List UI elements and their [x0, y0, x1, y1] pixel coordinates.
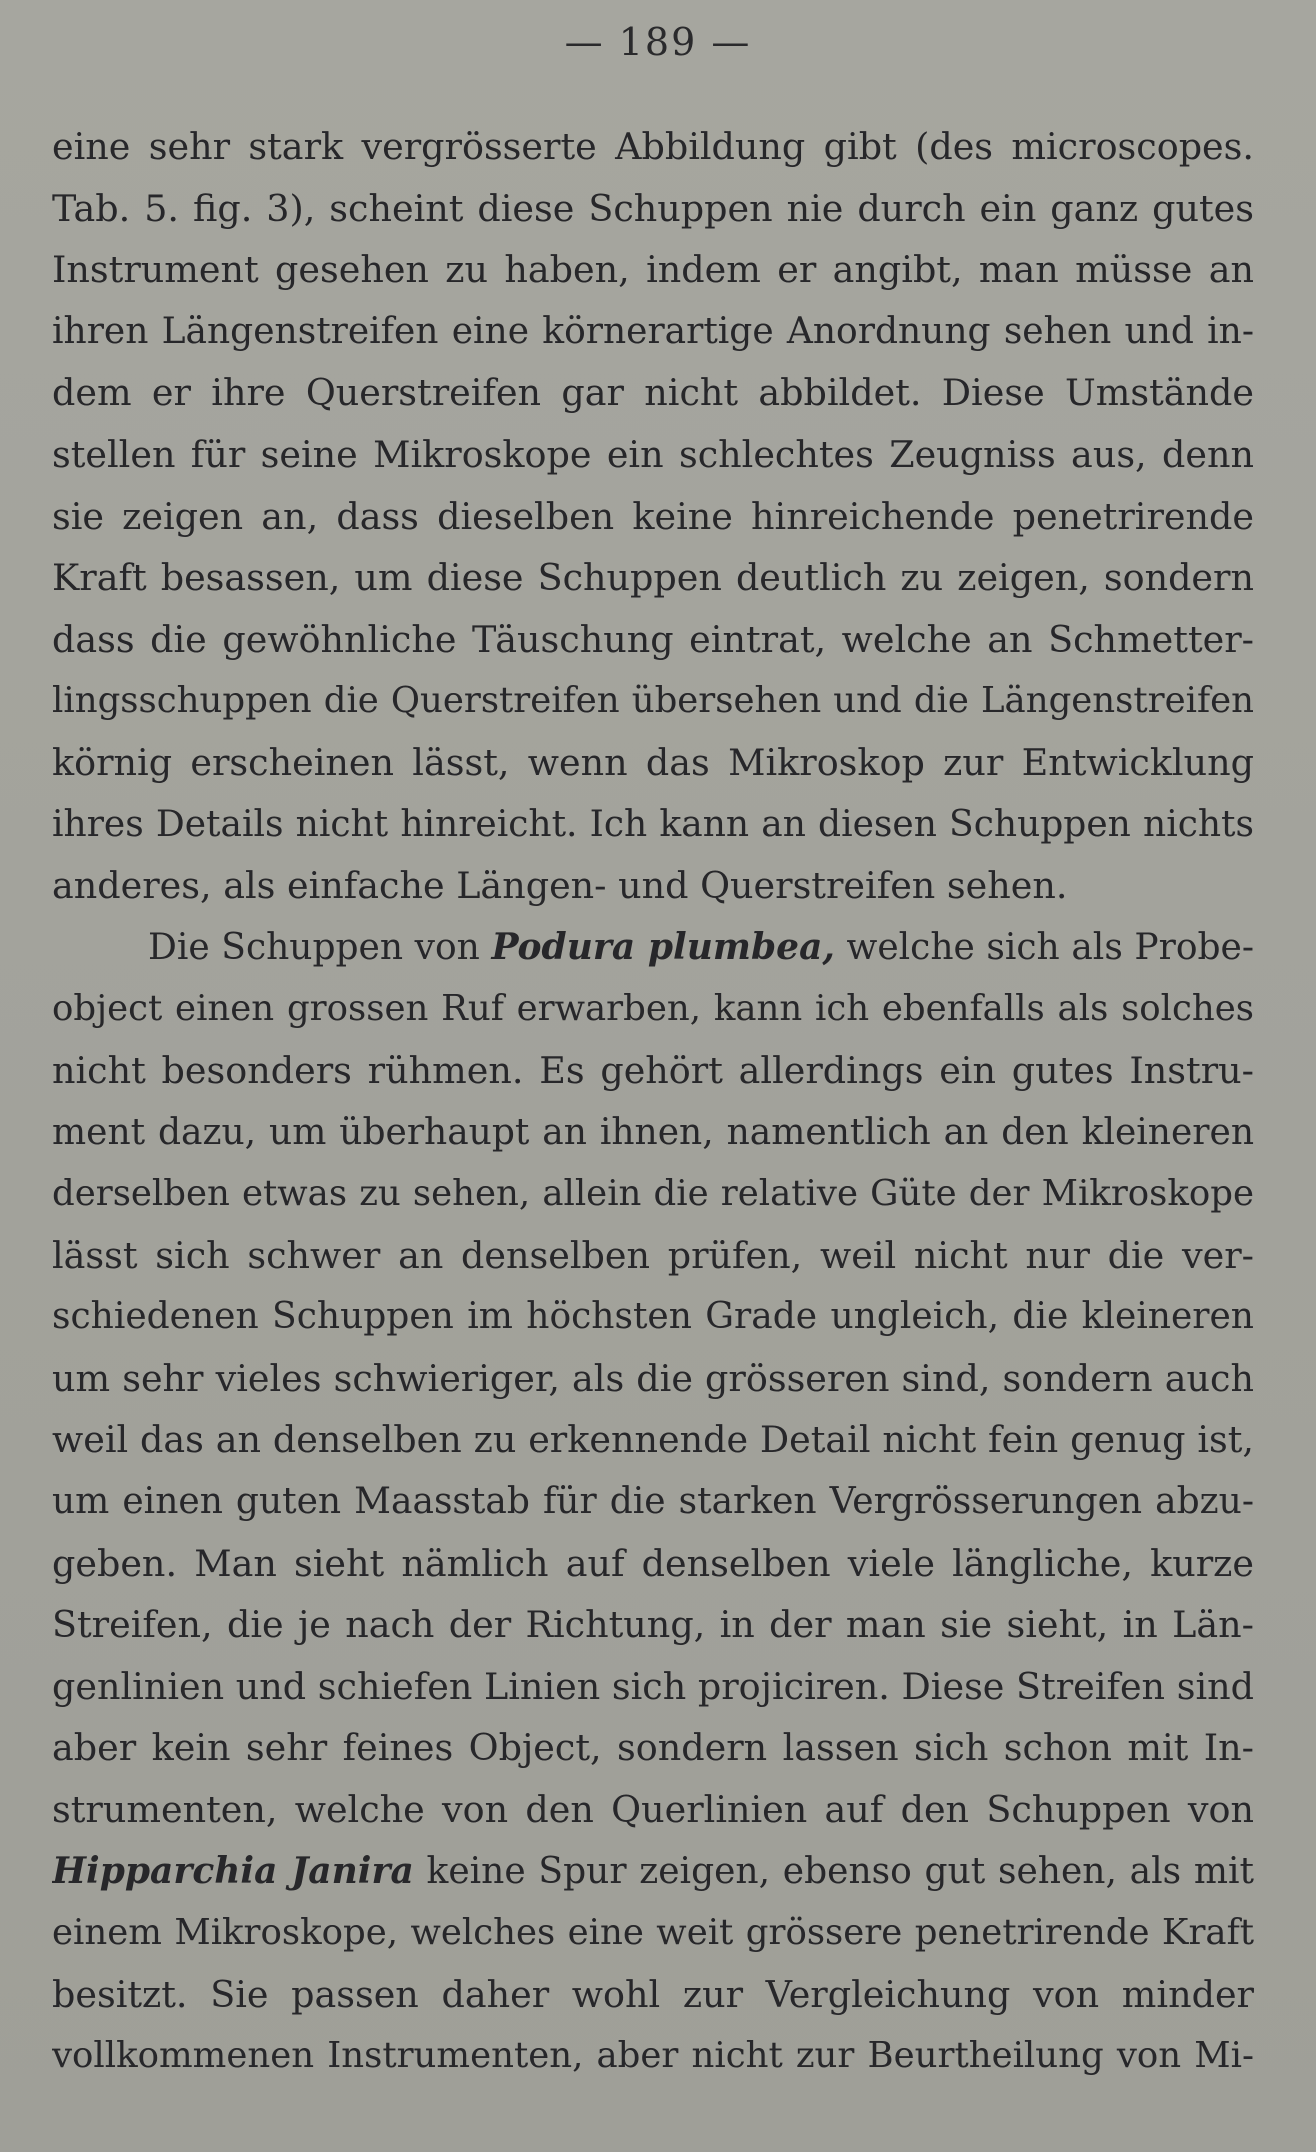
text-line: sie zeigen an, dass dieselben keine hinreichende penetrirende	[52, 494, 1254, 538]
text-line: Tab. 5. fig. 3), scheint diese Schuppen nie durch ein ganz gutes	[52, 186, 1254, 230]
text-run: welche sich als Probe-	[834, 926, 1254, 968]
text-line: besitzt. Sie passen daher wohl zur Vergleichung von minder	[52, 1972, 1254, 2016]
text-line: eine sehr stark vergrösserte Abbildung gibt (des microscopes.	[52, 125, 1254, 168]
italic-species-name: Hipparchia Janira	[52, 1849, 414, 1892]
text-run: keine Spur zeigen, ebenso gut sehen, als mit	[413, 1850, 1254, 1892]
text-line: derselben etwas zu sehen, allein die relative Güte der Mikroskope	[52, 1173, 1254, 1215]
text-line: einem Mikroskope, welches eine weit grössere penetrirende Kraft	[52, 1912, 1254, 1954]
text-line: Instrument gesehen zu haben, indem er angibt, man müsse an	[52, 248, 1254, 292]
text-run: Die Schuppen von	[148, 926, 492, 968]
text-line: stellen für seine Mikroskope ein schlechtes Zeugniss aus, denn	[52, 432, 1254, 476]
text-line: ihres Details nicht hinreicht. Ich kann an diesen Schuppen nichts	[52, 803, 1254, 845]
text-line: körnig erscheinen lässt, wenn das Mikroskop zur Entwicklung	[52, 740, 1254, 784]
text-line: weil das an denselben zu erkennende Detail nicht fein genug ist,	[52, 1418, 1254, 1462]
text-line: lässt sich schwer an denselben prüfen, weil nicht nur die ver-	[52, 1233, 1254, 1277]
text-line: ment dazu, um überhaupt an ihnen, namentlich an den kleineren	[52, 1111, 1254, 1153]
text-line: geben. Man sieht nämlich auf denselben viele längliche, kurze	[52, 1541, 1254, 1585]
text-line	[52, 917, 1254, 979]
text-line: dem er ihre Querstreifen gar nicht abbildet. Diese Umstände	[52, 371, 1254, 415]
text-line: Streifen, die je nach der Richtung, in der man sie sieht, in Län-	[52, 1603, 1254, 1647]
text-line: schiedenen Schuppen im höchsten Grade ungleich, die kleineren	[52, 1296, 1254, 1338]
page-number: — 189 —	[564, 20, 752, 64]
text-line: lingsschuppen die Querstreifen übersehen und die Längenstreifen	[52, 680, 1254, 722]
text-line: object einen grossen Ruf erwarben, kann ich ebenfalls als solches	[52, 988, 1254, 1030]
italic-species-name: Podura plumbea,	[491, 925, 835, 968]
text-line: um sehr vieles schwieriger, als die grösseren sind, sondern auch	[52, 1356, 1254, 1400]
text-line: ihren Längenstreifen eine körnerartige Anordnung sehen und in-	[52, 310, 1254, 352]
text-line: aber kein sehr feines Object, sondern lassen sich schon mit In-	[52, 1726, 1254, 1770]
text-line: strumenten, welche von den Querlinien auf den Schuppen von	[52, 1788, 1254, 1832]
text-line: genlinien und schiefen Linien sich projiciren. Diese Streifen sind	[52, 1664, 1254, 1708]
text-line: anderes, als einfache Längen- und Querstreifen sehen.	[52, 864, 1068, 908]
text-line	[52, 1841, 1254, 1903]
body-text	[52, 116, 1254, 2087]
text-line: dass die gewöhnliche Täuschung eintrat, welche an Schmetter-	[52, 617, 1254, 661]
text-line: um einen guten Maasstab für die starken Vergrösserungen abzu-	[52, 1481, 1254, 1523]
text-line: nicht besonders rühmen. Es gehört allerdings ein gutes Instru-	[52, 1048, 1254, 1092]
text-line: Kraft besassen, um diese Schuppen deutlich zu zeigen, sondern	[52, 556, 1254, 600]
text-line: vollkommenen Instrumenten, aber nicht zur Beurtheilung von Mi-	[52, 2035, 1254, 2077]
